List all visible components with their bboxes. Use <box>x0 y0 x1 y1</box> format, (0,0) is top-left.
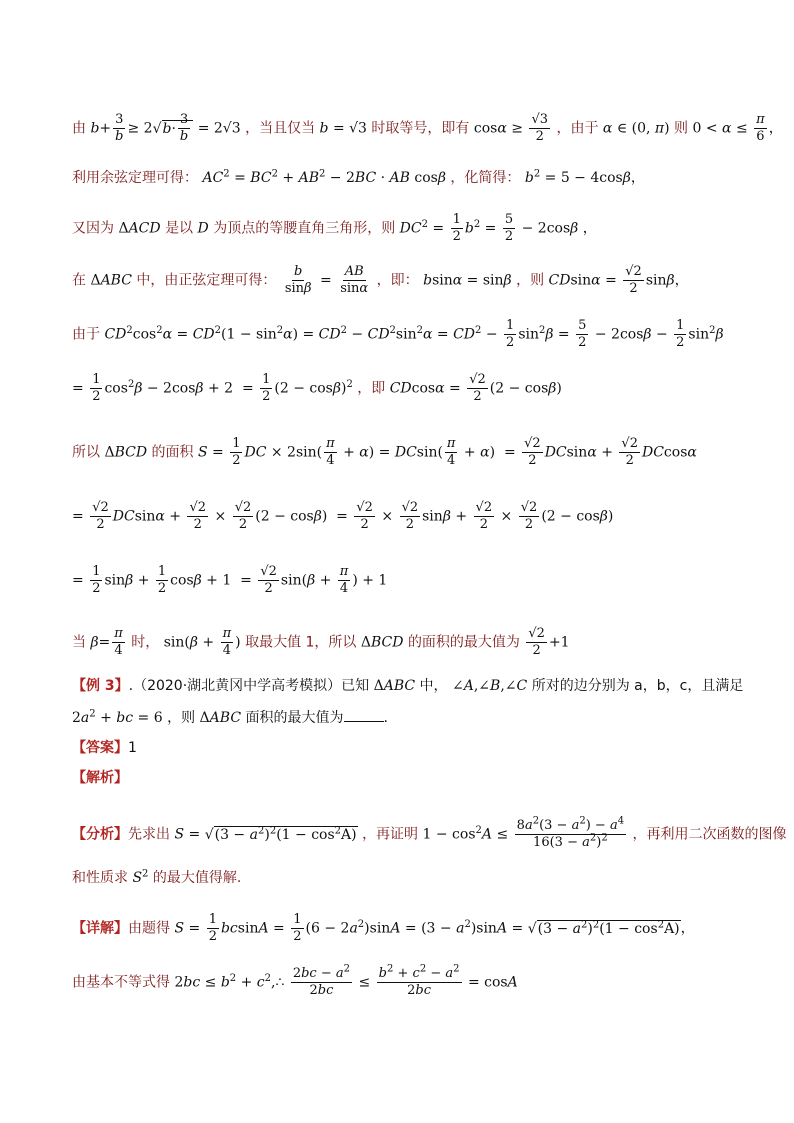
line-9: = $\frac{1}{2}$ sinβ + $\frac{1}{2}$ cosβ + 1 = $\frac{√2}{2}$ sin(β + $\frac{\pi}{4}$ ) + 1 <box>72 564 388 596</box>
line-3: 又因为 ΔACD 是以 D 为顶点的等腰直角三角形，则 $DC^2$ = $\frac{1}{2}$ $b^2$ = $\frac{5}{2}$ − 2cosβ ， <box>72 212 597 244</box>
line-10: 当 β= $\frac{\pi}{4}$ 时， sin(β + $\frac{\pi}{4}$ ) 取最大值 1，所以 ΔBCD 的面积的最大值为 $\frac{√2}{2}$ +1 <box>72 626 570 658</box>
line-6: = $\frac{1}{2}$ $\cos^2\beta - 2\cos\beta + 2$ = $\frac{1}{2}$ $(2 - \cos\beta)^2$ ，即 CDcosα = $\frac{√2}{2}$ (2 − cosβ) <box>72 372 562 404</box>
line-4: 在 ΔABC 中，由正弦定理可得： $\frac{b}{\sin\beta}$ = $\frac{AB}{\sin\alpha}$ ，即： bsinα = sinβ ，则 CDsinα = $\frac{√2}{2}$ sinβ， <box>72 264 689 296</box>
answer-value: 1 <box>128 740 137 756</box>
answer-line <box>72 738 754 758</box>
xiangjie-tag: 【详解】 <box>72 920 128 937</box>
fenxi-tag: 【分析】 <box>72 826 128 843</box>
fenxi-line-1: 【分析】先求出 S = √ $(3 - a^2)^2(1 - \cos^2A)$ ，再证明 $1 - \cos^2A$ ≤ $\frac{8a^2(3 - a^2) - a^4}{16(3 - a^2)^2}$ ，再利用二次函数的图像 <box>72 818 754 851</box>
xiangjie-line-2: 由基本不等式得 $2bc \le b^2$ + $c^2,\therefore$ $\frac{2bc - a^2}{2bc}$ ≤ $\frac{b^2 + c^2 - a^2}{2bc}$ = cosA <box>72 963 518 998</box>
line-7: 所以 ΔBCD 的面积 S = $\frac{1}{2}$ DC × 2sin( $\frac{\pi}{4}$ + α) = DCsin( $\frac{\pi}{4}$ + α) = $\frac{√2}{2}$ DCsinα + $\frac{√2}{2}$ DCcosα <box>72 436 697 468</box>
line-5: 由于 $CD^2\cos^2\alpha = CD^2(1 - \sin^2\alpha) = CD^2 - CD^2\sin^2\alpha = CD^2$ − $\frac{1}{2}$ $\sin^2\beta$ = $\frac{5}{2}$ − 2cosβ − $\frac{1}{2}$ $\sin^2\beta$ <box>72 318 724 350</box>
analysis-tag: 【解析】 <box>72 770 128 786</box>
example-tag: 【例 3】 <box>72 678 129 694</box>
fenxi-line-2: 和性质求 $S^2$ 的最大值得解. <box>72 868 242 886</box>
example-3-line-2: $2a^2$ + bc = 6 ，则 ΔABC 面积的最大值为 . <box>72 708 388 726</box>
line-1: 由 b+ $\frac{3}{b}$ ≥ 2√ b· $\frac{3}{b}$ = 2√3 ，当且仅当 b = √3 时取等号，即有 cosα ≥ $\frac{√3}{2}$ ，由于 α ∈ (0, π) 则 0 < α ≤ $\frac{\pi}{6}$ ， <box>72 112 754 145</box>
line-2: 利用余弦定理可得： $AC^2 = BC^2 + AB^2 - 2BC$ · AB cosβ ，化简得： $b^2 = 5 - 4\cos\beta$， <box>72 168 645 186</box>
line-8: = $\frac{√2}{2}$ DCsinα + $\frac{√2}{2}$ × $\frac{√2}{2}$ (2 − cosβ) = $\frac{√2}{2}$ × $\frac{√2}{2}$ sinβ + $\frac{√2}{2}$ × $\frac{√2}{2}$ (2 − cosβ) <box>72 500 614 532</box>
answer-blank <box>344 709 384 722</box>
example-3-line-1: 【例 3】.（2020·湖北黄冈中学高考模拟）已知 ΔABC 中， ∠A,∠B,∠C 所对的边分别为 a，b，c，且满足 <box>72 678 744 694</box>
xiangjie-line-1: 【详解】由题得 S = $\frac{1}{2}$ bcsinA = $\frac{1}{2}$ $(6 - 2a^2)\sin A = (3 - a^2)\sin A$ = √ $(3 - a^2)^2(1 - \cos^2A)$， <box>72 912 754 945</box>
analysis-label-line <box>72 768 754 788</box>
answer-tag: 【答案】 <box>72 740 128 756</box>
